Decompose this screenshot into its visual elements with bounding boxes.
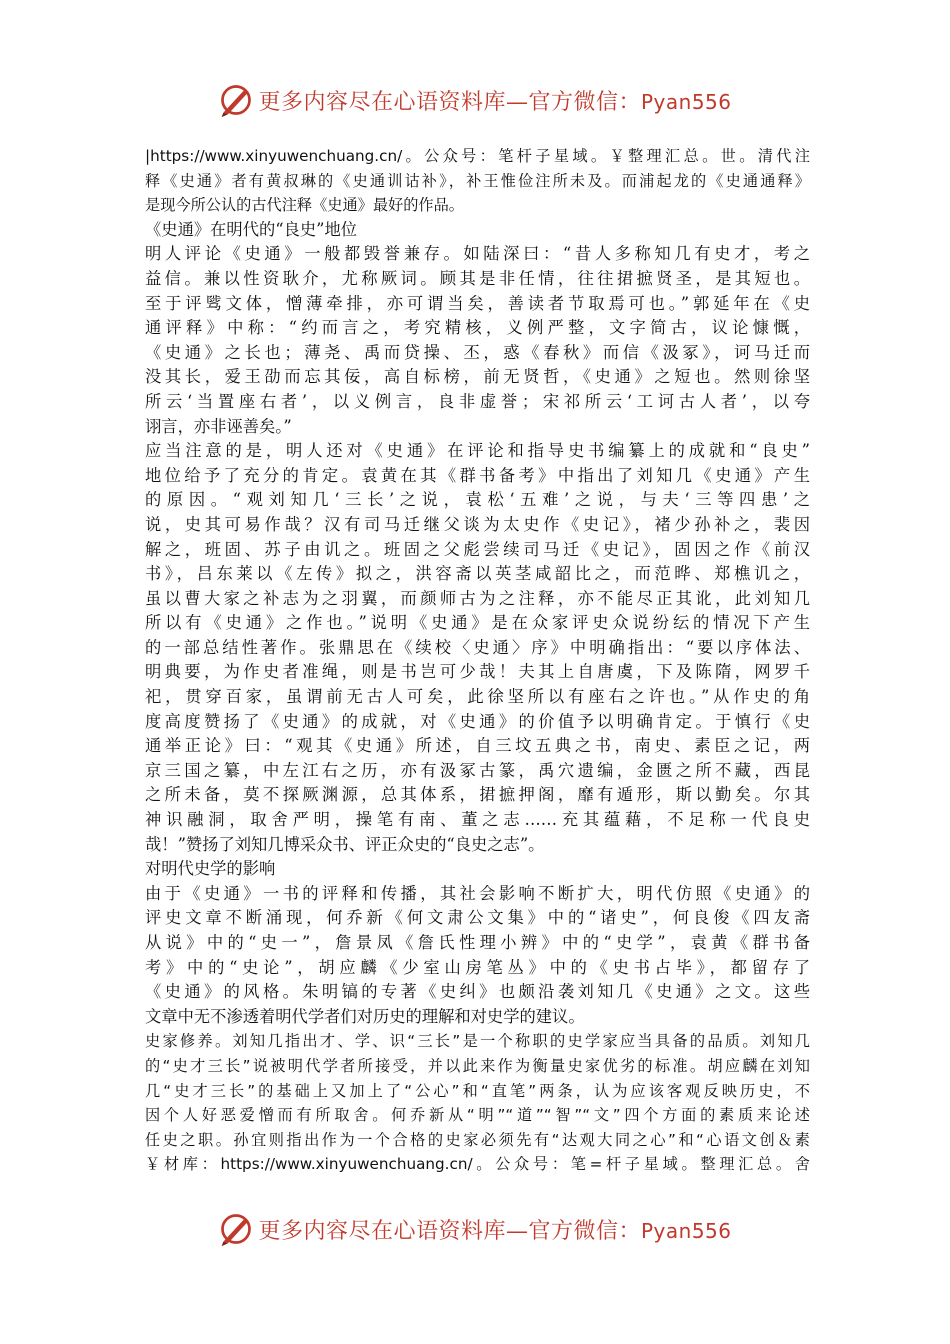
text-line: 《史通》的风格。朱明镐的专著《史纠》也颇沿袭刘知几《史通》之文。这些 [145,982,810,1002]
text-line: 之所未备，莫不探厥渊源，总其体系，捃摭押阁，靡有遁形，斯以勤矣。尔其 [145,785,810,805]
text-line: 京三国之纂，中左江右之历，亦有汲冢古篆，禹穴遗编，金匮之所不藏，西昆 [145,760,810,780]
text-line: 通举正论》曰：“观其《史通》所述，自三坟五典之书，南史、素臣之记，两 [145,736,810,756]
text-line: 的“史才三长”说被明代学者所接受，并以此来作为衡量史家优劣的标准。胡应麟在刘知 [145,1056,810,1075]
text-line: 考》中的“史论”，胡应麟《少室山房笔丛》中的《史书占毕》，都留存了 [145,957,810,977]
pen-brush-logo-icon [218,82,254,118]
text-line: 虽以曹大家之补志为之羽翼，而颜师古为之注释，亦不能尽正其讹，此刘知几 [145,588,810,608]
text-line: 书》，吕东莱以《左传》拟之，洪容斋以英茎咸韶比之，而范晔、郑樵讥之， [145,564,810,584]
text-line: 说，史其可易作哉？汉有司马迁继父谈为太史作《史记》，褚少孙补之，裴因 [145,514,810,534]
text-line: 哉！”赞扬了刘知几博采众书、评正众史的“良史之志”。 [145,834,545,854]
text-line: 史家修养。刘知几指出才、学、识“三长”是一个称职的史学家应当具备的品质。刘知几 [145,1032,810,1051]
text-line: 《史通》之长也；薄尧、禹而贷操、丕，惑《春秋》而信《汲冢》，诃马迁而 [145,342,810,362]
text-line: 由于《史通》一书的评释和传播，其社会影响不断扩大，明代仿照《史通》的 [145,883,810,903]
text-line: 所以有《史通》之作也。”说明《史通》是在众家评史众说纷纭的情况下产生 [145,613,810,633]
text-line: 所云‘当置座右者’，以义例言，良非虚誉；宋祁所云‘工诃古人者’，以夸 [145,391,810,411]
text-line: 因个人好恶爱憎而有所取舍。何乔新从“明”“道”“智”“文”四个方面的素质来论述 [145,1106,810,1125]
text-line: 的原因。“观刘知几‘三长’之说，袁松‘五难’之说，与夫‘三等四患’之 [145,490,810,510]
text-line: 评史文章不断涌现，何乔新《何文肃公文集》中的“诸史”，何良俊《四友斋 [145,908,810,928]
text-line: 通评释》中称：“约而言之，考究精核，义例严整，文字简古，议论慷慨， [145,318,810,338]
text-line: 应当注意的是，明人还对《史通》在评论和指导史书编纂上的成就和“良史” [145,441,810,461]
text-line: 诩言，亦非诬善矣。” [145,416,292,436]
document-body [145,144,810,1177]
text-line: 几“史才三长”的基础上又加上了“公心”和“直笔”两条，认为应该客观反映历史，不 [145,1081,810,1100]
text-line: 是现今所公认的古代注释《史通》最好的作品。 [145,196,464,215]
text-line: ￥材库：https://www.xinyuwenchuang.cn/。公众号：笔=杆子星域。整理汇总。舍 [145,1155,810,1174]
text-line: 至于评骘文体，憎薄牵排，亦可谓当矣，善读者节取焉可也。”郭延年在《史 [145,293,810,313]
text-line: 度高度赞扬了《史通》的成就，对《史通》的价值予以明确肯定。于慎行《史 [145,711,810,731]
text-line: 祀，贯穿百家，虽谓前无古人可矣，此徐坚所以有座右之许也。”从作史的角 [145,687,810,707]
text-line: 从说》中的“史一”，詹景凤《詹氏性理小辨》中的“史学”，袁黄《群书备 [145,933,810,952]
text-line: 文章中无不渗透着明代学者们对历史的理解和对史学的建议。 [145,1006,585,1026]
header-banner [0,78,950,122]
text-line: 明人评论《史通》一般都毁誉兼存。如陆深曰：“昔人多称知几有史才，考之 [145,244,810,264]
text-line: 益信。兼以性资耿介，尤称厥词。顾其是非任情，往往捃摭贤圣，是其短也。 [145,268,810,288]
text-line: 神识融洞，取舍严明，操笔有南、董之志……充其蕴藉，不足称一代良史 [145,810,810,830]
text-line: 没其长，爱王劭而忘其佞，高自标榜，前无贤哲，《史通》之短也。然则徐坚 [145,367,810,387]
text-line: 对明代史学的影响 [145,859,276,879]
text-line: 《史通》在明代的“良史”地位 [145,219,358,239]
text-line: 释《史通》者有黄叔琳的《史通训诂补》，补王惟俭注所未及。而浦起龙的《史通通释》 [145,171,810,190]
text-line: 明典要，为作史者准绳，则是书岂可少哉！夫其上自唐虞，下及陈隋，网罗千 [145,662,810,682]
text-line: 解之，班固、苏子由讥之。班固之父彪尝续司马迁《史记》，固因之作《前汉 [145,539,810,559]
banner-text: 更多内容尽在心语资料库—官方微信：Pyan556 [258,89,732,115]
text-line: 的一部总结性著作。张鼎思在《续校〈史通〉序》中明确指出：“要以序体法、 [145,637,810,657]
pen-brush-logo-icon [218,1211,254,1247]
footer-banner [0,1207,950,1251]
text-line: |https://www.xinyuwenchuang.cn/。公众号：笔杆子星域。￥整理汇总。世。清代注 [145,147,810,165]
text-line: 任史之职。孙宜则指出作为一个合格的史家必须先有“达观大同之心”和“心语文创＆素 [145,1130,810,1149]
text-line: 地位给予了充分的肯定。袁黄在其《群书备考》中指出了刘知几《史通》产生 [145,465,810,485]
banner-text: 更多内容尽在心语资料库—官方微信：Pyan556 [258,1218,732,1244]
